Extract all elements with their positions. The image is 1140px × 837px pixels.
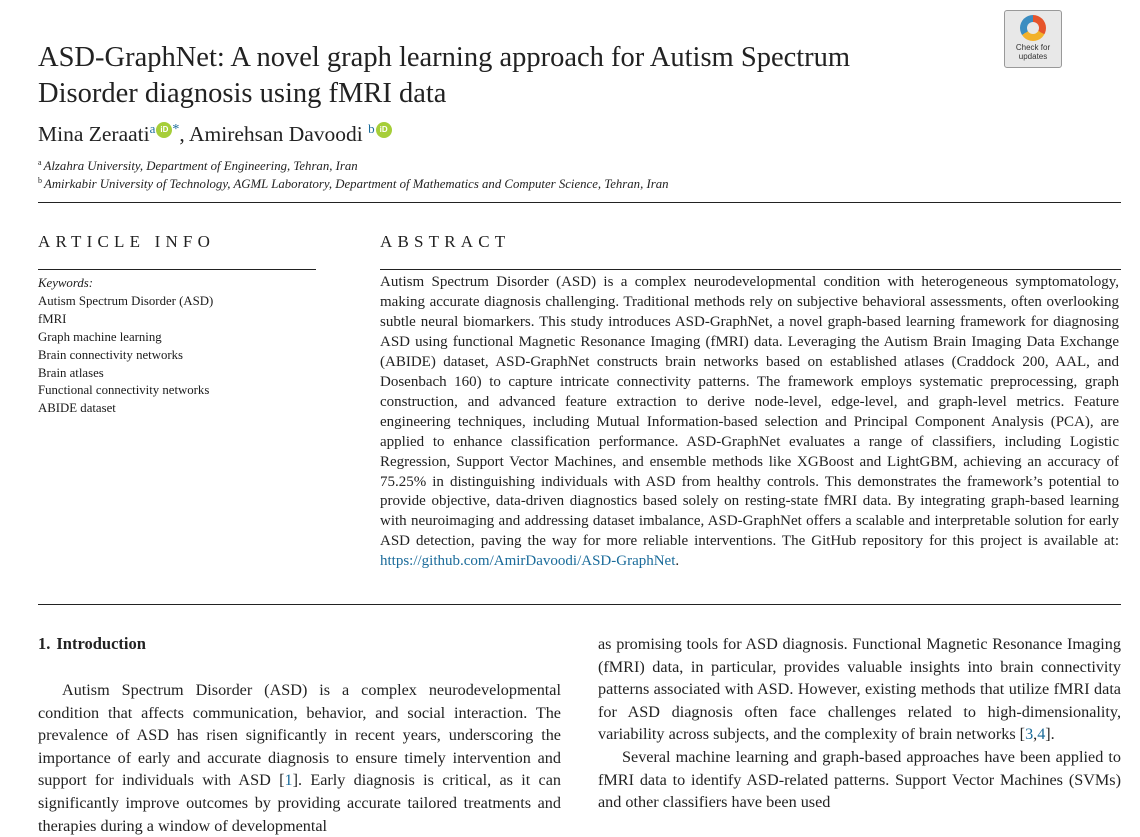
abstract-bottom-divider <box>38 604 1121 605</box>
keyword: ABIDE dataset <box>38 401 116 416</box>
citation-link[interactable]: 3 <box>1025 725 1034 744</box>
keyword: Brain atlases <box>38 365 104 380</box>
article-info-divider <box>38 269 316 270</box>
abstract-heading: ABSTRACT <box>380 232 511 251</box>
paragraph: Several machine learning and graph-based approaches have been applied to fMRI data to identify ASD-related patterns. Support Vector Machines (SVMs) and other classifiers have been used <box>598 747 1121 812</box>
affiliation: $^b$ Amirkabir University of Technology, AGML Laboratory, Department of Mathematics and Computer Science, Tehran, Iran <box>38 176 669 191</box>
corresponding-author-mark[interactable]: * <box>172 122 180 137</box>
github-link[interactable]: https://github.com/AmirDavoodi/ASD-GraphNet <box>380 553 676 570</box>
abstract-divider <box>380 269 1121 270</box>
paragraph: as promising tools for ASD diagnosis. Functional Magnetic Resonance Imaging (fMRI) data, in particular, provides valuable insights into brain connectivity patterns associated with ASD. However, existing methods that utilize fMRI data for ASD diagnosis often face challenges related to high-dimensionality, variability across subjects, and the complexity of brain networks [3,4]. <box>598 635 1121 744</box>
keywords-label: Keywords: <box>38 276 93 290</box>
citation-link[interactable]: 4 <box>1037 725 1046 744</box>
author-list: Mina Zeraati$^a$ iD *, Amirehsan Davoodi $^b$ iD <box>38 121 392 147</box>
author-name: Mina Zeraati <box>38 122 150 146</box>
header-divider <box>38 202 1121 203</box>
article-info-heading: ARTICLE INFO <box>38 232 216 251</box>
affiliation: $^a$ Alzahra University, Department of Engineering, Tehran, Iran <box>38 158 358 173</box>
check-for-updates-badge[interactable] <box>1004 10 1062 68</box>
crossmark-icon <box>1020 15 1046 41</box>
abstract-text: Autism Spectrum Disorder (ASD) is a complex neurodevelopmental condition with heterogeneous symptomatology, making accurate diagnosis challenging. Traditional methods rely on subjective behavioral assessments, often overlooking subtle neural biomarkers. This study introduces ASD-GraphNet, a novel graph-based learning framework for diagnosing ASD using functional Magnetic Resonance Imaging (fMRI) data. Leveraging the Autism Brain Imaging Data Exchange (ABIDE) dataset, ASD-GraphNet constructs brain networks based on established atlases (Craddock 200, AAL, and Dosenbach 160) to capture intricate connectivity patterns. The framework employs systematic preprocessing, graph construction, and advanced feature extraction to derive node-level, edge-level, and graph-level metrics. Feature engineering techniques, including Mutual Information-based selection and Principal Component Analysis (PCA), are applied to enhance classification performance. ASD-GraphNet evaluates a range of classifiers, including Logistic Regression, Support Vector Machines, and ensemble methods like XGBoost and LightGBM, achieving an accuracy of 75.25% in distinguishing individuals with ASD from healthy controls. This demonstrates the framework’s potential to provide objective, data-driven diagnostics based solely on resting-state fMRI data. By integrating graph-based learning with neuroimaging and addressing dataset imbalance, ASD-GraphNet offers a scalable and interpretable solution for early ASD detection, paving the way for more reliable interventions. The GitHub repository for this project is available at: https://github.com/AmirDavoodi/ASD-GraphNet. <box>380 274 1119 570</box>
intro-left-column: Autism Spectrum Disorder (ASD) is a complex neurodevelopmental condition that affects communication, behavior, and social interaction. The prevalence of ASD has risen significantly in recent years, underscoring the importance of early and accurate diagnosis to ensure timely intervention and support for individuals with ASD [1]. Early diagnosis is critical, as it can significantly improve outcomes by providing accurate tailored treatments and therapies during a window of developmental <box>38 681 561 835</box>
affiliation-mark[interactable]: b <box>368 121 375 136</box>
keyword: Autism Spectrum Disorder (ASD) <box>38 293 214 308</box>
orcid-icon[interactable]: iD <box>376 122 392 138</box>
author-name: Amirehsan Davoodi <box>189 122 363 146</box>
keyword: Graph machine learning <box>38 329 162 344</box>
keyword: Functional connectivity networks <box>38 383 210 398</box>
keywords-block <box>38 275 318 418</box>
section-heading-introduction: 1. Introduction <box>38 634 146 653</box>
paper-title: ASD-GraphNet: A novel graph learning approach for Autism Spectrum Disorder diagnosis using fMRI data <box>38 42 851 109</box>
affiliation-mark[interactable]: a <box>149 121 156 136</box>
badge-label: Check for updates <box>1015 43 1051 61</box>
intro-right-column <box>598 633 1121 820</box>
orcid-icon[interactable]: iD <box>156 122 172 138</box>
keyword: fMRI <box>38 311 67 326</box>
keyword: Brain connectivity networks <box>38 347 183 362</box>
citation-link[interactable]: 1 <box>284 771 293 790</box>
